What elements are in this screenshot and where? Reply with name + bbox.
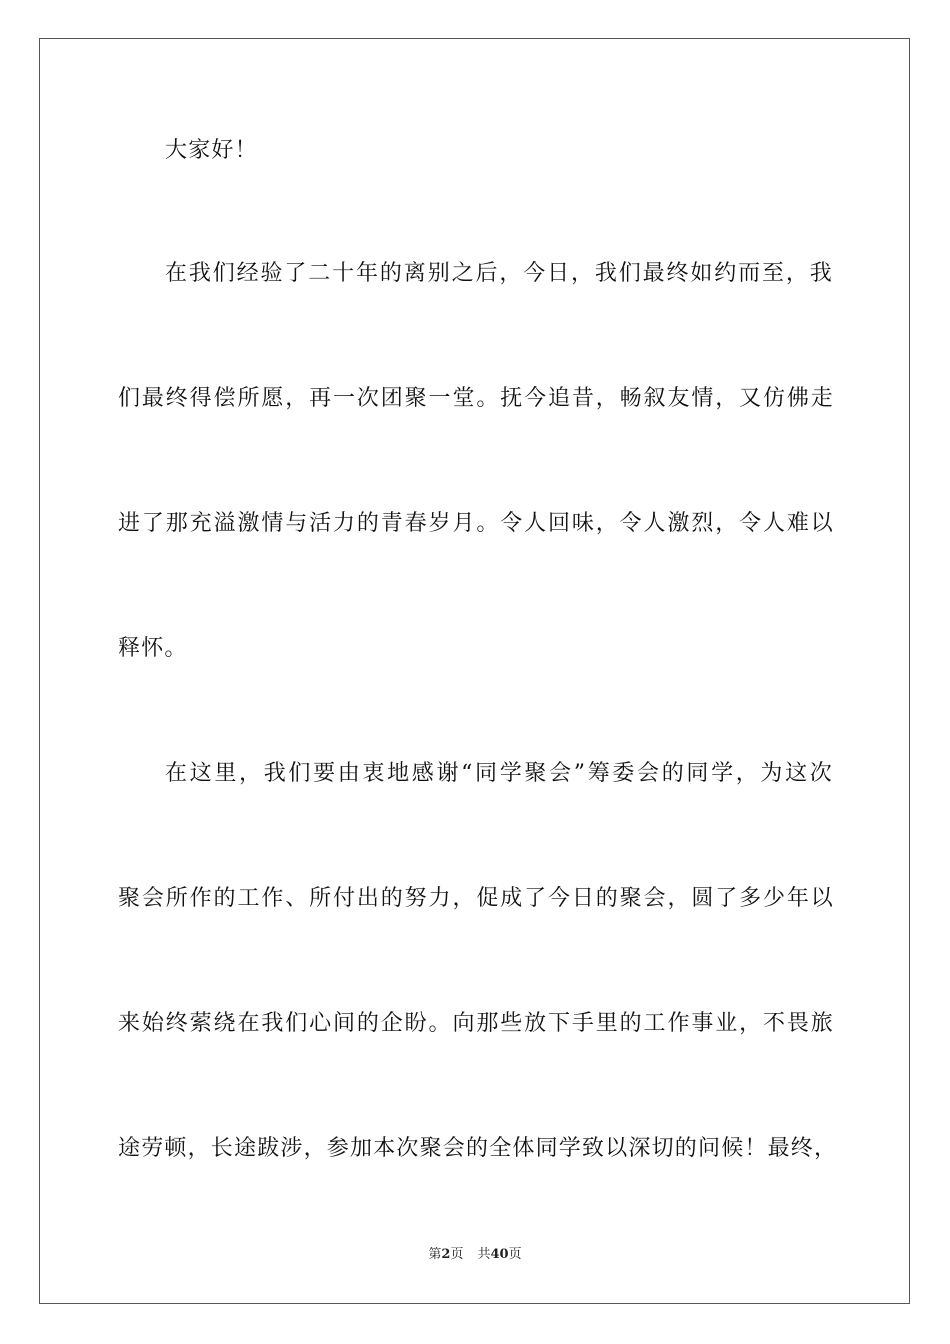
page-footer [0, 1246, 950, 1264]
footer-total-suffix: 页 [508, 1247, 522, 1262]
paragraph-1-line-3: 进了那充溢激情与活力的青春岁月。令人回味，令人激烈，令人难以 [118, 511, 834, 536]
paragraph-1-line-1: 在我们经验了二十年的离别之后，今日，我们最终如约而至，我 [165, 261, 833, 286]
paragraph-1-line-4: 释怀。 [118, 636, 188, 661]
page-frame [39, 38, 910, 1304]
paragraph-2-line-3: 来始终萦绕在我们心间的企盼。向那些放下手里的工作事业，不畏旅 [118, 1011, 834, 1036]
greeting-line: 大家好！ [165, 138, 258, 163]
footer-page-number: 2 [441, 1247, 451, 1262]
footer-page-suffix: 页 [450, 1247, 464, 1262]
paragraph-1-line-2: 们最终得偿所愿，再一次团聚一堂。抚今追昔，畅叙友情，又仿佛走 [118, 386, 834, 411]
footer-total-prefix: 共 [477, 1247, 491, 1262]
footer-total-pages: 40 [490, 1247, 509, 1262]
paragraph-2-line-1: 在这里，我们要由衷地感谢“同学聚会”筹委会的同学，为这次 [165, 761, 833, 786]
paragraph-2-line-4: 途劳顿，长途跋涉，参加本次聚会的全体同学致以深切的问候！最终， [118, 1136, 838, 1161]
footer-page-prefix: 第 [428, 1247, 442, 1262]
paragraph-2-line-2: 聚会所作的工作、所付出的努力，促成了今日的聚会，圆了多少年以 [118, 886, 834, 911]
